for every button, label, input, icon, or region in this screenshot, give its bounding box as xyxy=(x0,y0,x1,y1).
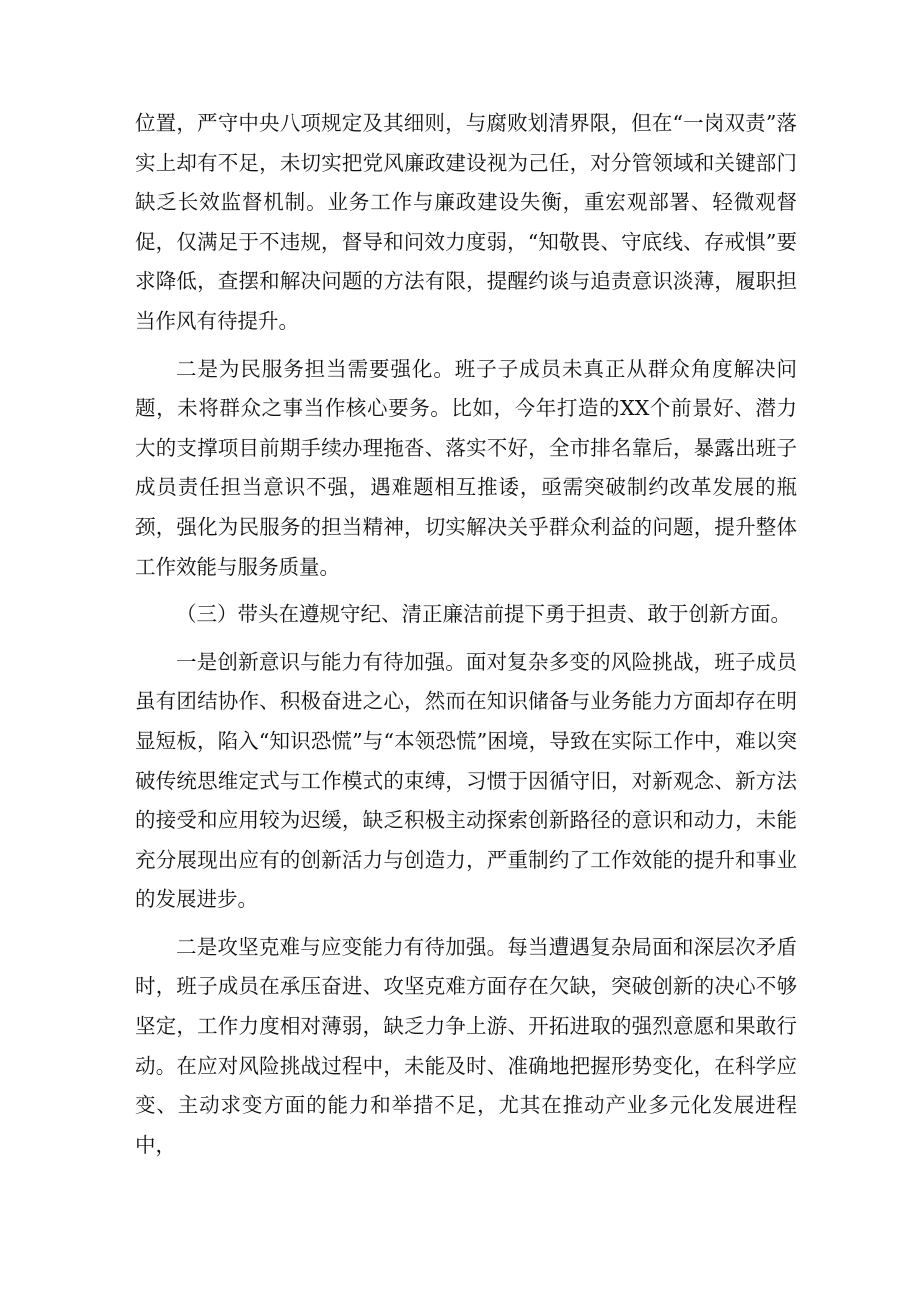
paragraph-problem-solving: 二是攻坚克难与应变能力有待加强。每当遭遇复杂局面和深层次矛盾时，班子成员在承压奋进、攻坚克难方面存在欠缺，突破创新的决心不够坚定，工作力度相对薄弱，缺乏力争上游、开拓进取的强烈意愿和果敢行动。在应对风险挑战过程中，未能及时、准确地把握形势变化，在科学应变、主动求变方面的能力和举措不足，尤其在推动产业多元化发展进程中， xyxy=(135,934,797,1157)
paragraph-continuation: 位置，严守中央八项规定及其细则，与腐败划清界限，但在“一岗双责”落实上却有不足，未切实把党风廉政建设视为己任，对分管领域和关键部门缺乏长效监督机制。业务工作与廉政建设失衡，重宏观部署、轻微观督促，仅满足于不违规，督导和问效力度弱，“知敬畏、守底线、存戒惧”要求降低，查摆和解决问题的方法有限，提醒约谈与追责意识淡薄，履职担当作风有待提升。 xyxy=(135,111,797,333)
paragraph-innovation: 一是创新意识与能力有待加强。面对复杂多变的风险挑战，班子成员虽有团结协作、积极奋进之心，然而在知识储备与业务能力方面却存在明显短板，陷入“知识恐慌”与“本领恐慌”困境，导致在实际工作中，难以突破传统思维定式与工作模式的束缚，习惯于因循守旧，对新观念、新方法的接受和应用较为迟缓，缺乏积极主动探索创新路径的意识和动力，未能充分展现出应有的创新活力与创造力，严重制约了工作效能的提升和事业的发展进步。 xyxy=(135,649,797,912)
section-heading-three: （三）带头在遵规守纪、清正廉洁前提下勇于担责、敢于创新方面。 xyxy=(176,602,791,627)
paragraph-service-responsibility: 二是为民服务担当需要强化。班子子成员未真正从群众角度解决问题，未将群众之事当作核心要务。比如，今年打造的XX个前景好、潜力大的支撑项目前期手续办理拖沓、落实不好，全市排名靠后，暴露出班子成员责任担当意识不强，遇难题相互推诿，亟需突破制约改革发展的瓶颈，强化为民服务的担当精神，切实解决关乎群众利益的问题，提升整体工作效能与服务质量。 xyxy=(135,356,797,579)
document-body xyxy=(135,104,797,1165)
